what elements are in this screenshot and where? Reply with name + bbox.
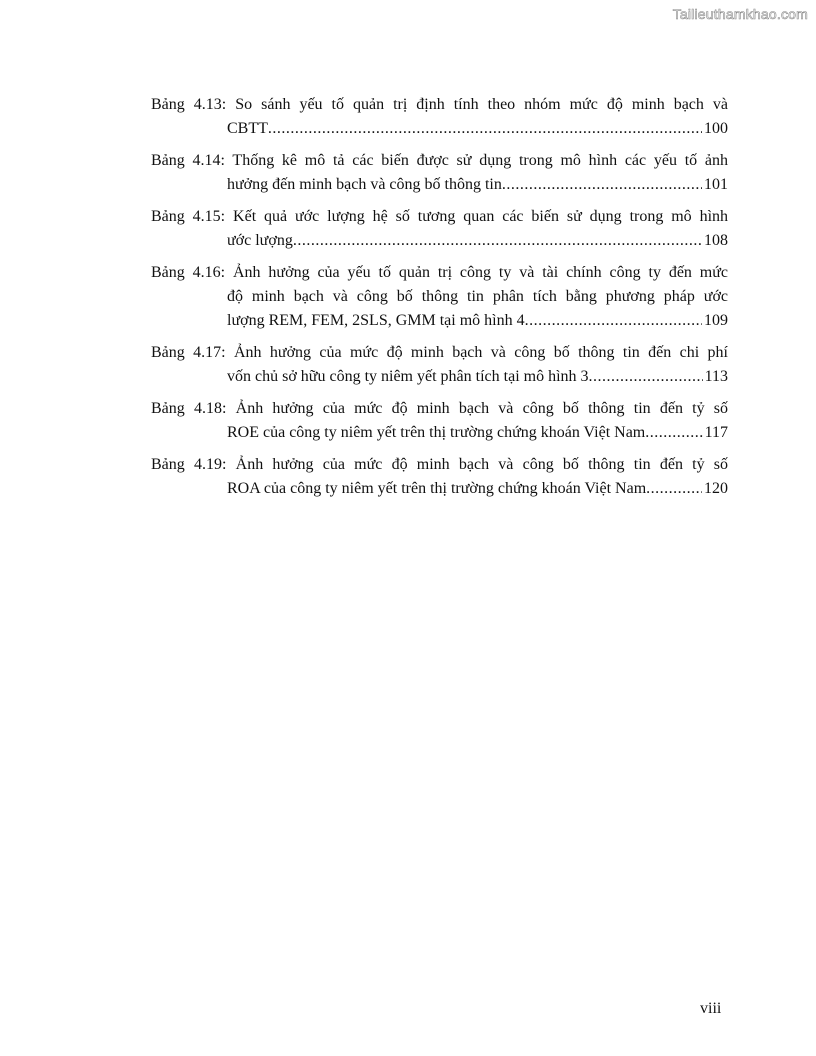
toc-entry-leader-line [227, 229, 728, 253]
toc-entry-label: Bảng 4.14: [151, 152, 225, 169]
watermark: Tailieuthamkhao.com [672, 6, 808, 22]
toc-entry-title: Ảnh hưởng của yếu tố quản trị công ty và tài chính công ty đến mức [233, 264, 728, 281]
toc-entry-title: Ảnh hưởng của mức độ minh bạch và công bố thông tin đến tỷ số [235, 400, 728, 417]
toc-entry[interactable] [151, 205, 728, 253]
toc-entry-leader-line [227, 477, 728, 501]
toc-entry-label: Bảng 4.15: [151, 208, 226, 225]
toc-entry-title-end: ước lượng [227, 232, 293, 249]
toc-entry-title-end: lượng REM, FEM, 2SLS, GMM tại mô hình 4 [227, 312, 525, 329]
toc-entry-first-line [151, 149, 728, 173]
toc-entry-label: Bảng 4.13: [151, 96, 227, 113]
toc-entry[interactable] [151, 397, 728, 445]
dot-leader [589, 365, 703, 389]
toc-entry-title: Ảnh hưởng của mức độ minh bạch và công bố thông tin đến chi phí [233, 344, 728, 361]
toc-entry-title: Ảnh hưởng của mức độ minh bạch và công bố thông tin đến tỷ số [235, 456, 728, 473]
toc-entry[interactable] [151, 341, 728, 389]
toc-entry-page: 101 [704, 176, 728, 193]
dot-leader [502, 173, 702, 197]
toc-entry-page: 117 [704, 424, 728, 441]
toc-entry-first-line [151, 341, 728, 365]
toc-entry-leader-line [227, 117, 728, 141]
toc-entry-title-end: vốn chủ sở hữu công ty niêm yết phân tích tại mô hình 3 [227, 368, 589, 385]
dot-leader [645, 421, 702, 445]
toc-entry-title: Kết quả ước lượng hệ số tương quan các biến sử dụng trong mô hình [233, 208, 728, 225]
toc-entry-title: Thống kê mô tả các biến được sử dụng trong mô hình các yếu tố ảnh [232, 152, 728, 169]
toc-entry-page: 108 [704, 232, 728, 249]
dot-leader [293, 229, 702, 253]
toc-entry-first-line [151, 453, 728, 477]
toc-entry-title-end: ROA của công ty niêm yết trên thị trường chứng khoán Việt Nam [227, 480, 647, 497]
dot-leader [646, 477, 702, 501]
toc-entry-first-line [151, 205, 728, 229]
toc-entry-leader-line [227, 421, 728, 445]
toc-entry-label: Bảng 4.17: [151, 344, 226, 361]
toc-entry-page: 113 [704, 368, 728, 385]
toc-entry[interactable] [151, 149, 728, 197]
dot-leader [268, 117, 702, 141]
toc-entry[interactable] [151, 261, 728, 333]
toc-entry-page: 100 [704, 120, 728, 137]
toc-entry-label: Bảng 4.16: [151, 264, 226, 281]
toc-entry-leader-line [227, 309, 728, 333]
toc-entry[interactable] [151, 93, 728, 141]
toc-entry[interactable] [151, 453, 728, 501]
toc-entry-title-end: hưởng đến minh bạch và công bố thông tin [227, 176, 502, 193]
dot-leader [525, 309, 702, 333]
toc-entry-title: So sánh yếu tố quản trị định tính theo nhóm mức độ minh bạch và [235, 96, 728, 113]
toc-entry-label: Bảng 4.18: [151, 400, 227, 417]
table-of-tables [151, 93, 728, 509]
toc-entry-page: 109 [704, 312, 728, 329]
toc-entry-first-line [151, 93, 728, 117]
toc-entry-label: Bảng 4.19: [151, 456, 227, 473]
toc-entry-first-line [151, 397, 728, 421]
toc-entry-page: 120 [704, 480, 728, 497]
toc-entry-first-line [151, 261, 728, 285]
toc-entry-title-line: độ minh bạch và công bố thông tin phân tích bằng phương pháp ước [227, 288, 728, 305]
toc-entry-title-end: CBTT [227, 120, 268, 137]
page-number: viii [700, 1000, 722, 1017]
toc-entry-leader-line [227, 173, 728, 197]
toc-entry-title-end: ROE của công ty niêm yết trên thị trường chứng khoán Việt Nam [227, 424, 646, 441]
toc-entry-leader-line [227, 365, 728, 389]
